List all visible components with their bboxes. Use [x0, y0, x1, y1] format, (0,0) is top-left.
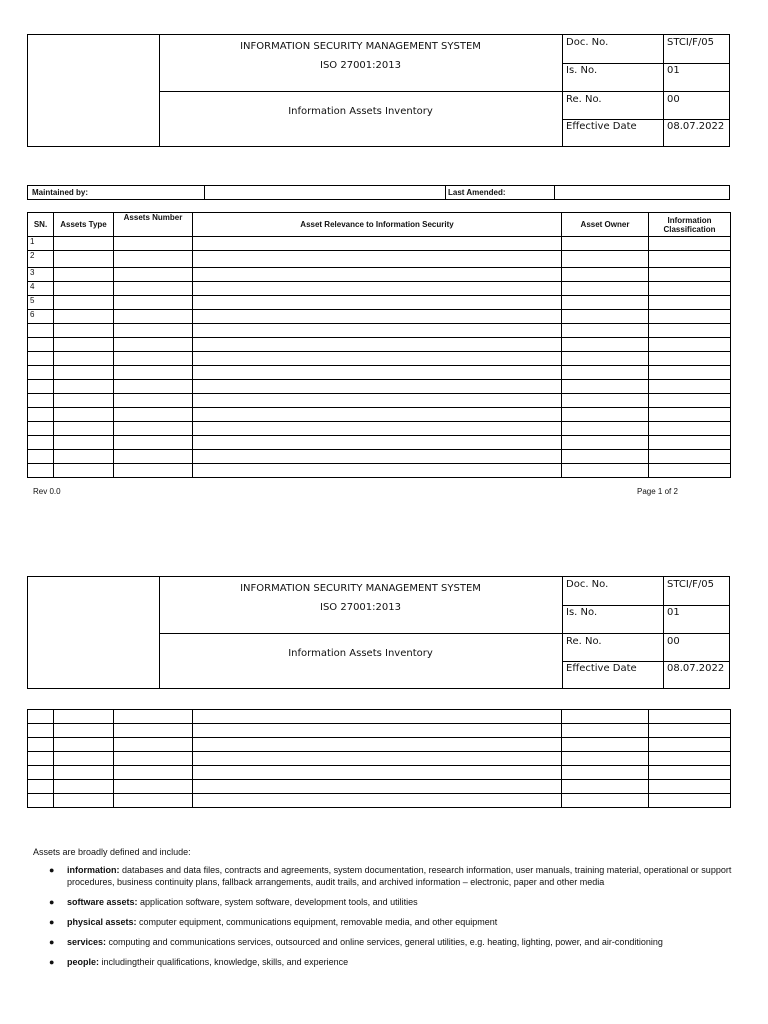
bullet-icon: ● [49, 865, 55, 875]
logo-cell [28, 577, 160, 688]
table-row [28, 237, 731, 251]
definition-text: includingtheir qualifications, knowledge, skills, and experience [99, 957, 349, 967]
title-cell [159, 577, 563, 688]
col-assets-number: Assets Number [114, 213, 193, 237]
effective-date-label: Effective Date [566, 663, 637, 674]
maintained-row [27, 185, 730, 200]
last-amended-field[interactable] [554, 186, 730, 199]
col-asset-owner: Asset Owner [562, 213, 649, 237]
issue-no-value: 01 [667, 65, 680, 76]
definition-term: software assets: [67, 897, 138, 907]
row-number: 5 [28, 296, 54, 310]
definition-text: application software, system software, development tools, and utilities [137, 897, 418, 907]
system-title: INFORMATION SECURITY MANAGEMENT SYSTEM [240, 583, 481, 594]
table-row [28, 724, 731, 738]
doc-no-label: Doc. No. [566, 579, 609, 590]
list-item [49, 956, 739, 968]
table-row [28, 310, 731, 324]
logo-cell [28, 35, 160, 146]
bullet-icon: ● [49, 937, 55, 947]
table-row [28, 282, 731, 296]
inventory-table [27, 212, 731, 478]
standard-label: ISO 27001:2013 [320, 602, 401, 613]
table-row [28, 394, 731, 408]
table-row [28, 794, 731, 808]
col-assets-type: Assets Type [54, 213, 114, 237]
list-item [49, 916, 739, 928]
effective-date-label: Effective Date [566, 121, 637, 132]
doc-meta [563, 35, 729, 146]
definition-term: people: [67, 957, 100, 967]
last-amended-label: Last Amended: [448, 188, 506, 197]
table-row [28, 408, 731, 422]
doc-meta [563, 577, 729, 688]
table-row [28, 251, 731, 268]
table-row [28, 436, 731, 450]
rev-no-label: Re. No. [566, 94, 602, 105]
title-cell [159, 35, 563, 146]
row-number: 2 [28, 251, 54, 268]
doc-no-label: Doc. No. [566, 37, 609, 48]
issue-no-label: Is. No. [566, 65, 598, 76]
table-row [28, 450, 731, 464]
rev-no-value: 00 [667, 636, 680, 647]
table-row [28, 422, 731, 436]
col-sn: SN. [28, 213, 54, 237]
rev-no-value: 00 [667, 94, 680, 105]
issue-no-label: Is. No. [566, 607, 598, 618]
table-row [28, 766, 731, 780]
col-asset-relevance: Asset Relevance to Information Security [193, 213, 562, 237]
table-row [28, 738, 731, 752]
doc-no-value: STCI/F/05 [667, 579, 715, 590]
definition-term: information: [67, 865, 120, 875]
revision-label: Rev 0.0 [33, 487, 61, 496]
effective-date-value: 08.07.2022 [667, 121, 725, 132]
table-row [28, 352, 731, 366]
table-row [28, 324, 731, 338]
effective-date-value: 08.07.2022 [667, 663, 725, 674]
definition-text: computer equipment, communications equipment, removable media, and other equipment [136, 917, 498, 927]
row-number: 6 [28, 310, 54, 324]
row-number: 4 [28, 282, 54, 296]
table-row [28, 464, 731, 478]
definitions-intro: Assets are broadly defined and include: [33, 847, 191, 857]
form-title: Information Assets Inventory [288, 106, 433, 117]
row-number: 3 [28, 268, 54, 282]
table-row [28, 752, 731, 766]
document-header-page-2 [27, 576, 730, 689]
table-row [28, 380, 731, 394]
system-title: INFORMATION SECURITY MANAGEMENT SYSTEM [240, 41, 481, 52]
page-number: Page 1 of 2 [637, 487, 678, 496]
document-header [27, 34, 730, 147]
standard-label: ISO 27001:2013 [320, 60, 401, 71]
doc-no-value: STCI/F/05 [667, 37, 715, 48]
definitions-list [33, 864, 739, 968]
table-row [28, 780, 731, 794]
rev-no-label: Re. No. [566, 636, 602, 647]
maintained-by-field[interactable] [204, 186, 446, 199]
bullet-icon: ● [49, 897, 55, 907]
row-number: 1 [28, 237, 54, 251]
table-row [28, 296, 731, 310]
inventory-table-continued [27, 709, 731, 808]
maintained-by-label: Maintained by: [32, 188, 89, 197]
definition-text: computing and communications services, outsourced and online services, general utilities, e.g. heating, lighting, power, and air-conditioning [106, 937, 663, 947]
table-row [28, 338, 731, 352]
bullet-icon: ● [49, 957, 55, 967]
list-item [49, 864, 739, 888]
table-row [28, 366, 731, 380]
form-title: Information Assets Inventory [288, 648, 433, 659]
col-information-classification: Information Classification [649, 213, 731, 237]
issue-no-value: 01 [667, 607, 680, 618]
definition-term: physical assets: [67, 917, 137, 927]
table-row [28, 710, 731, 724]
list-item [49, 936, 739, 948]
bullet-icon: ● [49, 917, 55, 927]
list-item [49, 896, 739, 908]
asset-definitions [33, 846, 739, 976]
definition-term: services: [67, 937, 107, 947]
definition-text: databases and data files, contracts and agreements, system documentation, research information, user manuals, training material, operational or support procedures, business continuity plans, fallback arrangements, audit trails, and archived information – electronic, paper and other media [67, 865, 732, 887]
table-header-row [28, 213, 731, 237]
table-row [28, 268, 731, 282]
